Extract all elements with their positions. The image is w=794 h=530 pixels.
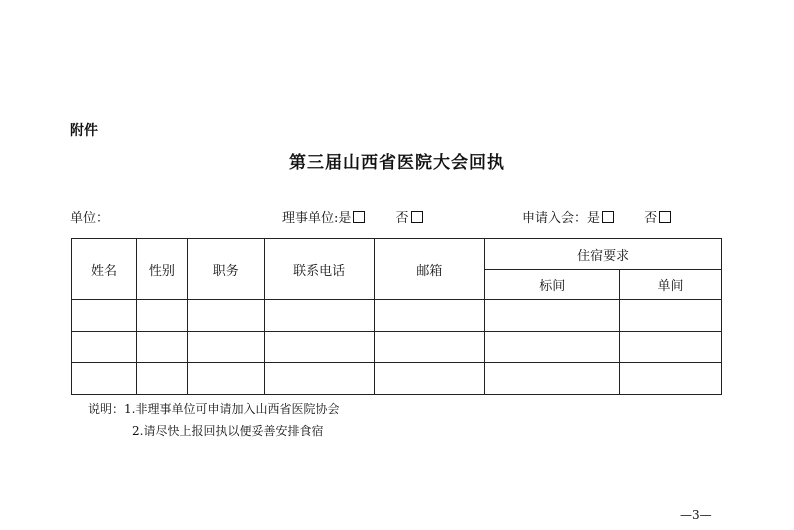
page-number: —3— xyxy=(680,508,712,522)
table-cell[interactable] xyxy=(264,332,374,363)
council-no-checkbox[interactable] xyxy=(411,211,423,223)
table-cell[interactable] xyxy=(620,300,722,332)
table-row xyxy=(72,363,722,395)
table-row xyxy=(72,332,722,363)
table-cell[interactable] xyxy=(187,332,264,363)
table-cell[interactable] xyxy=(374,332,485,363)
table-cell[interactable] xyxy=(264,363,374,395)
table-header-row xyxy=(72,239,722,270)
header-standard-room: 标间 xyxy=(485,270,620,300)
apply-yes-checkbox[interactable] xyxy=(602,211,614,223)
attachment-label: 附件 xyxy=(70,123,98,139)
table-cell[interactable] xyxy=(374,363,485,395)
table-cell[interactable] xyxy=(136,332,187,363)
unit-field xyxy=(70,207,109,226)
table-cell[interactable] xyxy=(620,332,722,363)
header-postcode: 邮箱 xyxy=(374,239,485,300)
receipt-table xyxy=(71,238,722,395)
apply-yes-label: 申请入会：是 xyxy=(522,211,601,226)
header-phone: 联系电话 xyxy=(264,239,374,300)
apply-no-label: 否 xyxy=(644,211,658,226)
table-cell[interactable] xyxy=(485,332,620,363)
header-lodging: 住宿要求 xyxy=(485,239,722,270)
header-name: 姓名 xyxy=(72,239,137,300)
header-single-room: 单间 xyxy=(620,270,722,300)
table-cell[interactable] xyxy=(136,300,187,332)
document-title: 第三届山西省医院大会回执 xyxy=(289,153,505,173)
note-line-2: 2.请尽快上报回执以便妥善安排食宿 xyxy=(132,424,324,438)
table-row xyxy=(72,300,722,332)
table-cell[interactable] xyxy=(187,300,264,332)
table-cell[interactable] xyxy=(620,363,722,395)
table-cell[interactable] xyxy=(72,363,137,395)
apply-no-checkbox[interactable] xyxy=(659,211,671,223)
header-position: 职务 xyxy=(187,239,264,300)
table-cell[interactable] xyxy=(485,363,620,395)
council-yes-checkbox[interactable] xyxy=(353,211,365,223)
table-cell[interactable] xyxy=(72,300,137,332)
table-cell[interactable] xyxy=(136,363,187,395)
unit-label: 单位： xyxy=(70,211,110,226)
table-cell[interactable] xyxy=(264,300,374,332)
table-cell[interactable] xyxy=(187,363,264,395)
table-cell[interactable] xyxy=(485,300,620,332)
note-line-1: 说明：1.非理事单位可申请加入山西省医院协会 xyxy=(88,402,340,416)
council-member-field xyxy=(282,207,423,226)
table-cell[interactable] xyxy=(374,300,485,332)
header-gender: 性别 xyxy=(136,239,187,300)
apply-membership-field xyxy=(522,207,671,226)
table-cell[interactable] xyxy=(72,332,137,363)
council-no-label: 否 xyxy=(395,211,409,226)
council-yes-label: 理事单位:是 xyxy=(282,211,352,226)
